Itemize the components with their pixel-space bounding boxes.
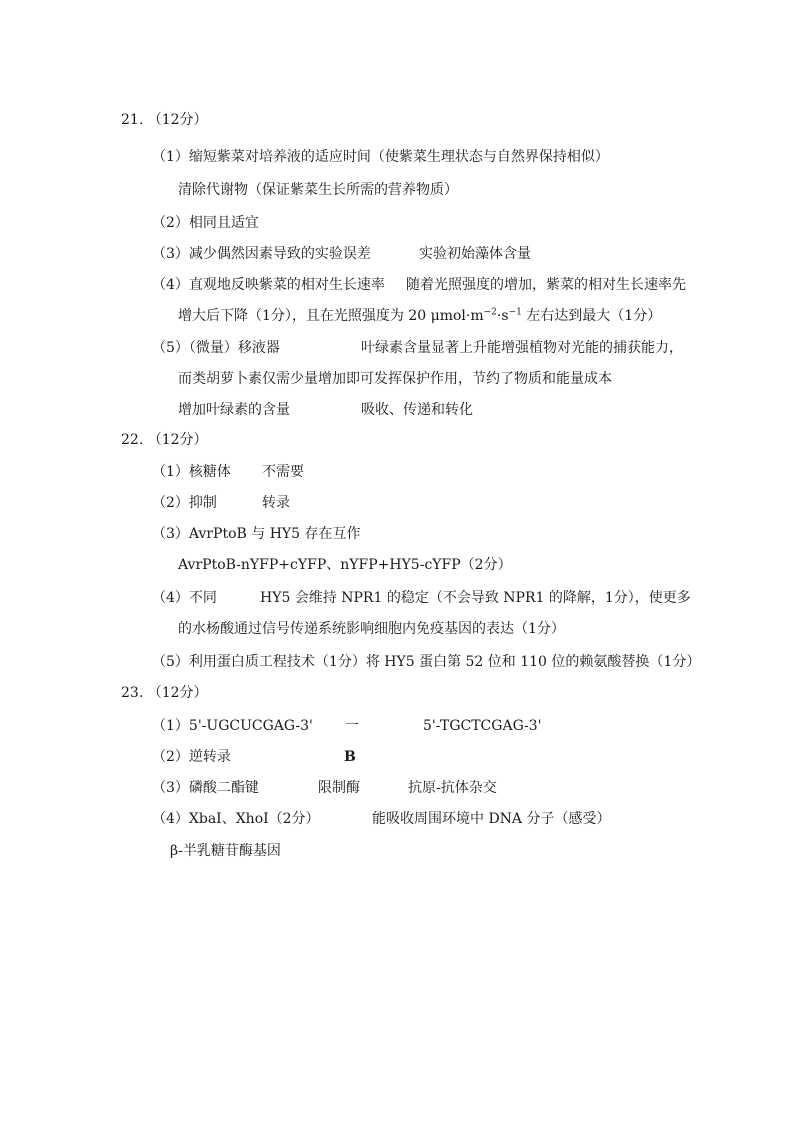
q23-item4-line-c: β-半乳糖苷酶基因: [170, 843, 281, 859]
q23-item4-answer-a: （4）XbaⅠ、XhoⅠ（2分）: [152, 811, 320, 827]
q21-item4-answer-a: （4）直观地反映紫菜的相对生长速率: [152, 277, 385, 293]
q23-item3-answer-c: 抗原-抗体杂交: [408, 780, 497, 796]
q21-item4-c-sup1: −2: [483, 307, 497, 318]
q23-item1-answer-a: （1）5'-UGCUCGAG-3': [152, 718, 313, 734]
q21-item1-line-b: 清除代谢物（保证紫菜生长所需的营养物质）: [178, 182, 458, 198]
q22-item3-line-b: AvrPtoB-nYFP+cYFP、nYFP+HY5-cYFP（2分）: [178, 557, 512, 573]
q22-item4-line-c: 的水杨酸通过信号传递系统影响细胞内免疫基因的表达（1分）: [178, 621, 565, 637]
q21-item4-c-sup2: −1: [508, 307, 522, 318]
q21-item3-answer-a: （3）减少偶然因素导致的实验误差: [152, 246, 371, 262]
q21-header: 21. （12分）: [121, 112, 208, 128]
q23-item3-answer-a: （3）磷酸二酯键: [152, 780, 259, 796]
q22-item4-answer-a: （4）不同: [152, 590, 217, 606]
q22-item1-answer-a: （1）核糖体: [152, 464, 231, 480]
q21-item4-c-pre: 增大后下降（1分），且在光照强度为 20 μmol·m: [178, 308, 484, 324]
q23-item1-answer-b: 一: [345, 718, 359, 734]
q23-item2-answer-b: B: [344, 749, 356, 765]
q21-item1-line-a: （1）缩短紫菜对培养液的适应时间（使紫菜生理状态与自然界保持相似）: [152, 149, 609, 165]
q22-item2-answer-a: （2）抑制: [152, 495, 217, 511]
q22-item4-answer-b: HY5 会维持 NPR1 的稳定（不会导致 NPR1 的降解，1分），使更多: [260, 590, 691, 606]
q21-item4-line-c: [178, 306, 661, 326]
q21-item4-c-post: 左右达到最大（1分）: [521, 308, 662, 324]
q22-item5: （5）利用蛋白质工程技术（1分）将 HY5 蛋白第 52 位和 110 位的赖氨酸替换（1分）: [152, 654, 701, 670]
q22-item2-answer-b: 转录: [262, 495, 290, 511]
q23-header: 23. （12分）: [121, 685, 208, 701]
q21-item4-answer-b: 随着光照强度的增加，紫菜的相对生长速率先: [406, 277, 686, 293]
q21-item5-line-c: 而类胡萝卜素仅需少量增加即可发挥保护作用，节约了物质和能量成本: [178, 371, 612, 387]
q23-item4-answer-b: 能吸收周围环境中 DNA 分子（感受）: [372, 811, 611, 827]
q22-item1-answer-b: 不需要: [262, 464, 304, 480]
q22-item3-line-a: （3）AvrPtoB 与 HY5 存在互作: [152, 526, 361, 542]
q23-item2-answer-a: （2）逆转录: [152, 749, 231, 765]
q21-item5-answer-e: 吸收、传递和转化: [361, 402, 473, 418]
q21-item4-c-mid: ·s: [496, 308, 509, 324]
q21-item5-answer-a: （5）（微量）移液器: [152, 340, 280, 356]
q23-item3-answer-b: 限制酶: [318, 780, 360, 796]
q21-item3-answer-b: 实验初始藻体含量: [419, 246, 531, 262]
q22-header: 22. （12分）: [121, 432, 208, 448]
q21-item2: （2）相同且适宜: [152, 215, 259, 231]
q21-item5-answer-b: 叶绿素含量显著上升能增强植物对光能的捕获能力，: [361, 340, 683, 356]
q23-item1-answer-c: 5'-TGCTCGAG-3': [423, 718, 542, 734]
q21-item5-answer-d: 增加叶绿素的含量: [178, 402, 290, 418]
